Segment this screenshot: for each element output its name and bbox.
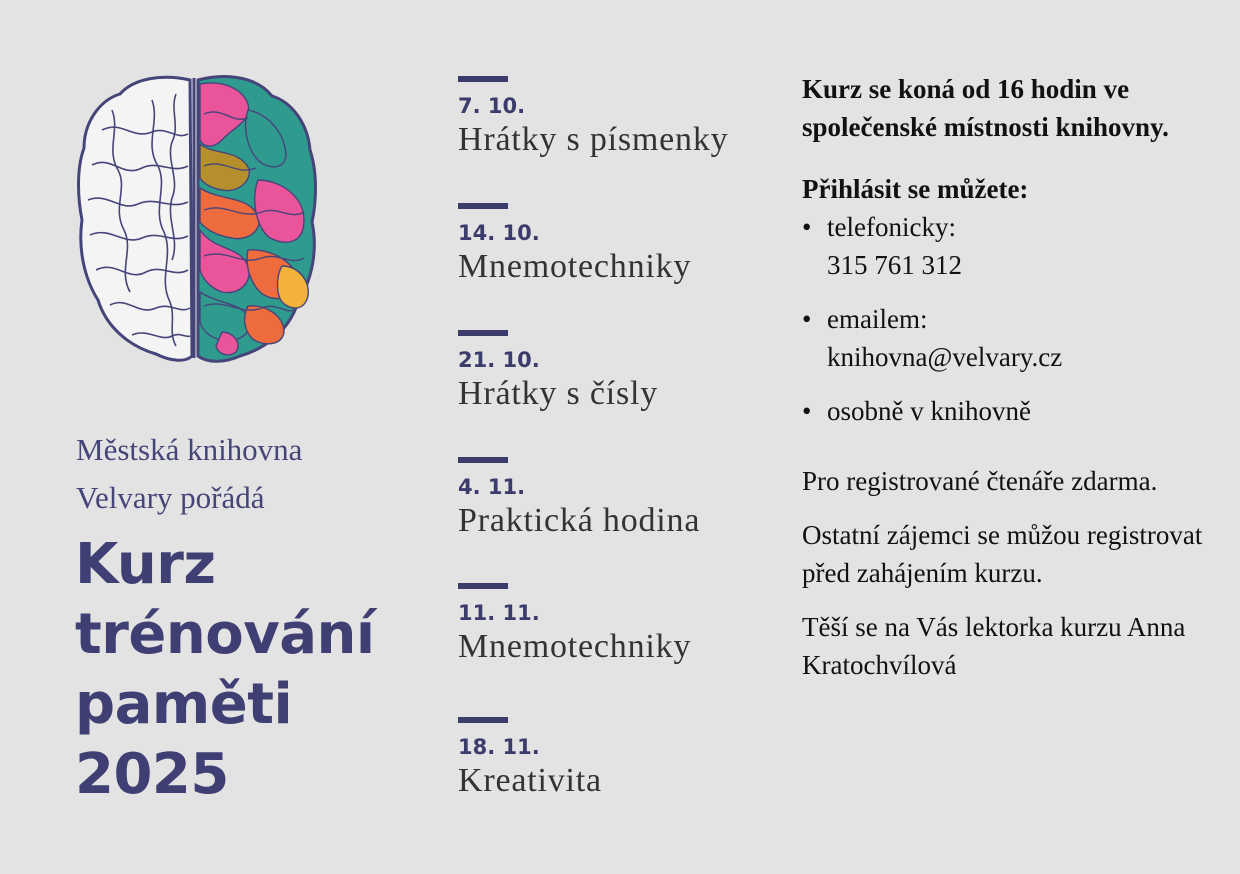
course-title <box>75 530 375 810</box>
title-line-3: paměti <box>75 672 293 737</box>
schedule-topic: Mnemotechniky <box>458 248 692 285</box>
course-info <box>802 70 1222 684</box>
schedule-topic: Mnemotechniky <box>458 628 692 665</box>
schedule-item <box>458 583 778 667</box>
schedule-item <box>458 330 778 414</box>
others-note: Ostatní zájemci se můžou registrovat před zahájením kurzu. <box>802 520 1203 588</box>
date-divider <box>458 76 508 82</box>
schedule-topic: Praktická hodina <box>458 502 701 539</box>
schedule-item <box>458 457 778 541</box>
schedule-topic: Hrátky s písmenky <box>458 121 729 158</box>
closing-note: Těší se na Vás lektorka kurzu Anna Kratochvílová <box>802 612 1186 680</box>
email-address: knihovna@velvary.cz <box>827 342 1063 372</box>
schedule-topic: Kreativita <box>458 762 602 799</box>
schedule-date: 4. 11. <box>458 475 526 499</box>
schedule-topic: Hrátky s čísly <box>458 375 659 412</box>
phone-label: • telefonicky: <box>827 212 956 242</box>
title-line-2: trénování <box>75 602 375 667</box>
registration-phone <box>802 208 1222 284</box>
schedule-item <box>458 717 778 801</box>
organizer-line-2: Velvary pořádá <box>76 480 265 515</box>
organizer-line-1: Městská knihovna <box>76 432 303 467</box>
free-note: Pro registrované čtenáře zdarma. <box>802 466 1158 496</box>
brain-illustration <box>72 70 322 370</box>
date-divider <box>458 457 508 463</box>
date-divider <box>458 583 508 589</box>
date-divider <box>458 203 508 209</box>
course-intro: Kurz se koná od 16 hodin ve společenské místnosti knihovny. <box>802 74 1169 142</box>
schedule-date: 18. 11. <box>458 735 540 759</box>
date-divider <box>458 717 508 723</box>
schedule-date: 7. 10. <box>458 94 526 118</box>
email-label: • emailem: <box>827 304 928 334</box>
registration-in-person: • osobně v knihovně <box>802 392 1222 430</box>
organizer-text <box>76 426 302 522</box>
registration-options <box>802 208 1222 430</box>
schedule-date: 14. 10. <box>458 221 540 245</box>
phone-number: 315 761 312 <box>827 250 962 280</box>
schedule-date: 21. 10. <box>458 348 540 372</box>
date-divider <box>458 330 508 336</box>
title-line-4: 2025 <box>75 742 229 807</box>
registration-email <box>802 300 1222 376</box>
registration-heading: Přihlásit se můžete: <box>802 174 1029 204</box>
title-line-1: Kurz <box>75 532 216 597</box>
schedule-item <box>458 203 778 287</box>
schedule-date: 11. 11. <box>458 601 540 625</box>
schedule-item <box>458 76 778 160</box>
